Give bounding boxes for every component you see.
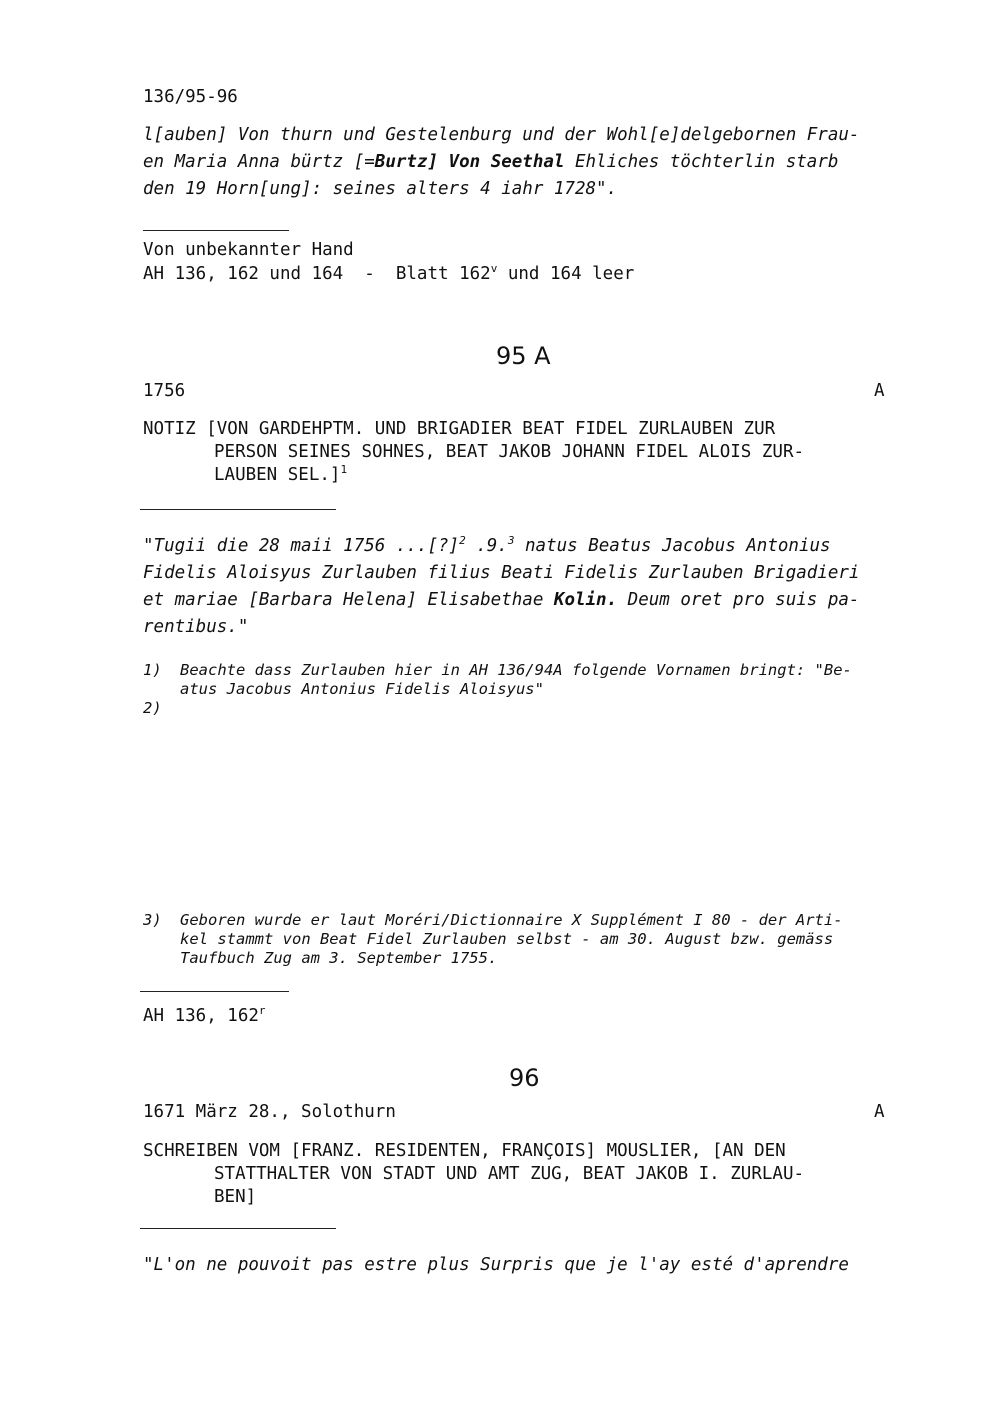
doc-96-title-line-3: BEN] — [214, 1187, 257, 1207]
prev-quote-line-2: en Maria Anna bürtz [=Burtz] Von Seethal Ehliches töchterlin starb — [143, 152, 839, 172]
prev-quote-bold-name: Burtz] Von Seethal — [374, 152, 565, 172]
separator-rule — [143, 230, 289, 231]
doc-96-date: 1671 März 28., Solothurn — [143, 1102, 396, 1122]
footnote-3-number: 3) — [143, 911, 162, 929]
footnote-1-number: 1) — [143, 661, 162, 679]
prev-quote-line-1: l[auben] Von thurn und Gestelenburg und der Wohl[e]delgebornen Frau- — [143, 125, 860, 145]
separator-rule — [140, 509, 336, 510]
doc-96-title-line-1: SCHREIBEN VOM [FRANZ. RESIDENTEN, FRANÇOIS] MOUSLIER, [AN DEN — [143, 1141, 786, 1161]
doc-96-title-line-2: STATTHALTER VON STADT UND AMT ZUG, BEAT JAKOB I. ZURLAU- — [214, 1164, 805, 1184]
footnote-3-line-3: Taufbuch Zug am 3. September 1755. — [180, 949, 498, 967]
doc-96-quote-line-1: "L'on ne pouvoit pas estre plus Surpris que je l'ay esté d'aprendre — [143, 1255, 849, 1275]
footnote-1-line-2: atus Jacobus Antonius Fidelis Aloisyus" — [180, 680, 544, 698]
footnote-3-line-2: kel stammt von Beat Fidel Zurlauben selbst - am 30. August bzw. gemäss — [180, 930, 834, 948]
doc-95a-title-line-2: PERSON SEINES SOHNES, BEAT JAKOB JOHANN FIDEL ALOIS ZUR- — [214, 442, 805, 462]
separator-rule — [140, 991, 289, 992]
prev-source-ref: AH 136, 162 und 164 - Blatt 162$^v$ und 164 leer — [143, 262, 635, 284]
doc-95a-quote-line-4: rentibus." — [143, 617, 249, 637]
footnote-1-line-1: Beachte dass Zurlauben hier in AH 136/94A folgende Vornamen bringt: "Be- — [180, 661, 852, 679]
doc-96-number: 96 — [509, 1064, 540, 1092]
footnote-2-number: 2) — [143, 699, 162, 717]
doc-95a-mark: A — [874, 381, 885, 401]
prev-source-hand: Von unbekannter Hand — [143, 240, 354, 260]
doc-95a-title-line-3: LAUBEN SEL.]$^1$ — [214, 463, 348, 485]
doc-96-mark: A — [874, 1102, 885, 1122]
footnote-3-line-1: Geboren wurde er laut Moréri/Dictionnaire X Supplément I 80 - der Arti- — [180, 911, 843, 929]
doc-95a-title-line-1: NOTIZ [VON GARDEHPTM. UND BRIGADIER BEAT FIDEL ZURLAUBEN ZUR — [143, 419, 776, 439]
doc-95a-quote-line-2: Fidelis Aloisyus Zurlauben filius Beati Fidelis Zurlauben Brigadieri — [143, 563, 860, 583]
doc-95a-source: AH 136, 162$^r$ — [143, 1004, 266, 1026]
prev-quote-line-3: den 19 Horn[ung]: seines alters 4 iahr 1728". — [143, 179, 618, 199]
doc-95a-date: 1756 — [143, 381, 186, 401]
doc-95a-number: 95 A — [496, 342, 551, 370]
page-header: 136/95-96 — [143, 87, 238, 107]
doc-95a-quote-line-1: "Tugii die 28 maii 1756 ...[?]$^2$ .9.$^3$ natus Beatus Jacobus Antonius — [143, 534, 831, 556]
doc-95a-quote-line-3: et mariae [Barbara Helena] Elisabethae Kolin. Deum oret pro suis pa- — [143, 590, 860, 610]
separator-rule — [140, 1228, 336, 1229]
footnote-ref-1: 1 — [340, 463, 348, 477]
doc-95a-quote-bold-name: Kolin. — [553, 590, 618, 610]
